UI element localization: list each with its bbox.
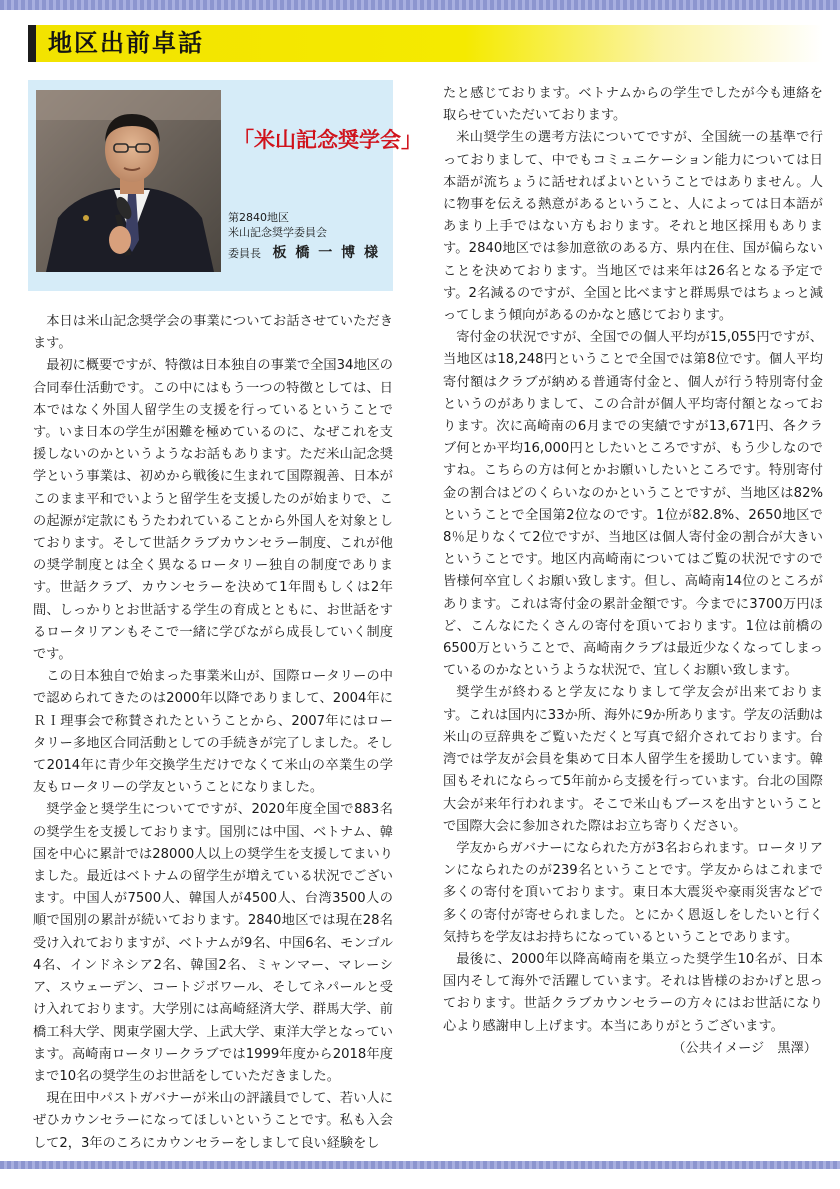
top-border-stripe — [0, 0, 840, 10]
paragraph: 米山奨学生の選考方法についてですが、全国統一の基準で行っておりまして、中でもコミュニケーション能力については日本語が流ちょうに話せればよいということではありません。人に物事を伝える熱意があるということ、人によっては日本語があまり上手ではない方もおります。それと地区採用もあります。2840地区では参加意欲のある方、県内在住、国が偏らないことを決めております。当地区では来年は26名となる予定です。2名減るのですが、全国と比べますと群馬県ではちょっと減ってしまう傾向があるのかなと感じております。 — [443, 130, 823, 324]
talk-topic: 「米山記念奨学会」 — [233, 128, 422, 152]
paragraph: 寄付金の状況ですが、全国での個人平均が15,055円ですが、当地区は18,248円ということで全国では第8位です。個人平均寄付額はクラブが納める普通寄付金と、個人が行う特別寄付金というのがありまして、この合計が個人平均寄付額となっております。次に高崎南の6月までの実績ですが13,671円、各クラブ何とか平均16,000円としたいところですが、もう少しなのですね。こちらの方は何とかお願いしたいところです。特別寄付金の割合はどのくらいなのかということですが、当地区は82%ということで全国第2位なのです。1位が82.8%、2650地区で8％足りなくて2位ですが、当地区は個人寄付金の割合が大きいということです。地区内高崎南についてはご覧の状況ですので皆様何卒宜しくお願い致します。但し、高崎南14位のところがあります。これは寄付金の累計金額です。今までに3700万円ほど、こんなにたくさんの寄付を頂いております。1位は前橋の6500万ということで、高崎南クラブは最近少なくなってしまっているのかなというような状況で、宜しくお願い致します。 — [443, 330, 823, 679]
left-column-text — [33, 311, 393, 1155]
speaker-district: 第2840地区 — [228, 211, 289, 224]
speaker-role: 委員長 — [228, 247, 261, 260]
paragraph: 奨学金と奨学生についてですが、2020年度全国で883名の奨学生を支援しております。国別には中国、ベトナム、韓国を中心に累計では28000人以上の奨学生を支援してまいりました。最近はベトナムの留学生が増えている状況でございます。中国人が7500人、韓国人が4500人、台湾3500人の順で国別の累計が続いております。2840地区では現在28名受け入れておりますが、ベトナムが9名、中国6名、モンゴル4名、インドネシア2名、韓国2名、ミャンマー、マレーシア、スウェーデン、コートジボワール、そしてネパールと受け入れております。大学別には高崎経済大学、群馬大学、前橋工科大学、関東学園大学、上武大学、東洋大学となっています。高崎南ロータリークラブでは1999年度から2018年度まで10名の奨学生のお世話をしていただきました。 — [33, 802, 393, 1084]
title-band — [28, 25, 823, 62]
speaker-name: 板 橋 一 博 様 — [272, 245, 380, 261]
paragraph: 学友からガバナーになられた方が3名おられます。ロータリアンになられたのが239名ということです。学友からはこれまで多くの寄付を頂いております。東日本大震災や豪雨災害などで多くの寄付が寄せられました。とにかく恩返しをしたいと行く気持ちを学友はお持ちになっているということであります。 — [443, 840, 823, 945]
title-accent-bar — [28, 25, 36, 62]
paragraph: 現在田中パストガバナーが米山の評議員でして、若い人にぜひカウンセラーになってほしいということです。私も入会して2，3年のころにカウンセラーをしまして良い経験をし — [33, 1091, 393, 1151]
paragraph: 最後に、2000年以降高崎南を巣立った奨学生10名が、日本国内そして海外で活躍しています。それは皆様のおかげと思っております。世話クラブカウンセラーの方々にはお世話になり心より感謝申し上げます。本当にありがとうございます。 — [443, 951, 823, 1034]
author-credit: （公共イメージ 黒澤） — [672, 1040, 817, 1056]
page-title: 地区出前卓話 — [48, 29, 204, 57]
speaker-profile-box — [28, 80, 422, 291]
paragraph: 本日は米山記念奨学会の事業についてお話させていただきます。 — [33, 314, 393, 352]
paragraph-continued: たと感じております。ベトナムからの学生でしたが今も連絡を取らせていただいております。 — [443, 86, 823, 124]
speaker-title-line — [228, 243, 380, 264]
paragraph: この日本独自で始まった事業米山が、国際ロータリーの中で認められてきたのは2000年以降でありまして、2004年にＲＩ理事会で称賛されたということから、2007年にはロータリー多地区合同活動としての手続きが完了しました。そして2014年に青少年交換学生だけでなくて米山の卒業生の学友もロータリーの学友ということになりました。 — [33, 669, 393, 796]
speaker-photo — [36, 90, 221, 272]
paragraph: 最初に概要ですが、特徴は日本独自の事業で全国34地区の合同奉仕活動です。この中にはもう一つの特徴としては、日本ではなく外国人留学生の支援を行っているということです。いま日本の学生が困難を極めているのに、なぜこれを支援しないのかというようなお話もあります。ただ米山記念奨学という事業は、初めから戦後に生まれて国際親善、日本がこのまま平和でいようと留学生を支援したのが始まりで、この起源が定款にもうたわれていることから外国人を対象としております。そして世話クラブカウンセラー制度、これが他の奨学制度とは全く異なるロータリー独自の制度であります。世話クラブ、カウンセラーを決めて1年間もしくは2年間、しっかりとお世話する学生の育成とともに、お世話をするロータリアンもそこで一緒に学びながら成長していく制度です。 — [33, 358, 393, 663]
speaker-committee: 米山記念奨学委員会 — [228, 226, 327, 239]
paragraph: 奨学生が終わると学友になりまして学友会が出来ております。これは国内に33か所、海外に9か所あります。学友の活動は米山の豆辞典をご覧いただくと写真で紹介されております。台湾では学友が会員を集めて日本人留学生を援助しています。韓国もそれにならって5年前から支援を行っています。台北の国際大会が来年行われます。そこで米山もブースを出すということで国際大会に参加された際はお立ち寄りください。 — [443, 685, 823, 834]
right-column-text — [443, 83, 823, 1060]
bottom-border-stripe — [0, 1161, 840, 1169]
